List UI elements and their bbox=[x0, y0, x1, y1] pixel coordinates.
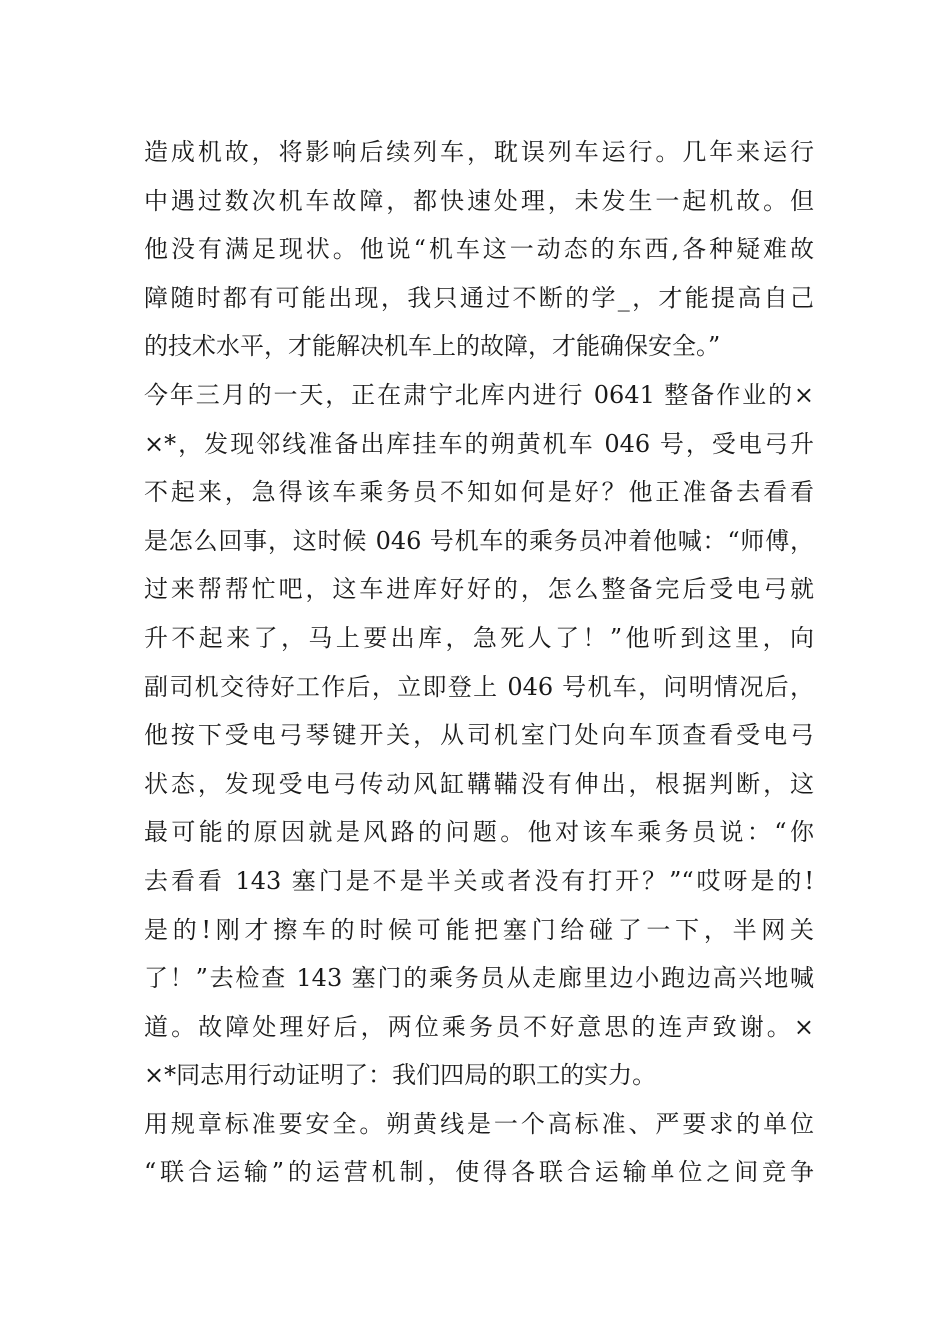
text-line: 道。故障处理好后，两位乘务员不好意思的连声致谢。× bbox=[144, 1012, 814, 1041]
text-line: 状态，发现受电弓传动风缸鞲鞴没有伸出，根据判断，这 bbox=[144, 769, 814, 798]
text-line: 不起来，急得该车乘务员不知如何是好？他正准备去看看 bbox=[144, 478, 814, 507]
text-line: 造成机故，将影响后续列车，耽误列车运行。几年来运行 bbox=[144, 138, 814, 166]
text-line: 他没有满足现状。他说“机车这一动态的东西,各种疑难故 bbox=[144, 235, 814, 264]
text-line: 是怎么回事，这时候 046 号机车的乘务员冲着他喊：“师傅， bbox=[144, 526, 814, 555]
text-line: ×*同志用行动证明了：我们四局的职工的实力。 bbox=[144, 1061, 657, 1090]
text-line: 副司机交待好工作后，立即登上 046 号机车，问明情况后， bbox=[144, 672, 814, 701]
text-line: 的技术水平，才能解决机车上的故障，才能确保安全。” bbox=[144, 332, 721, 361]
text-line: ×*，发现邻线准备出库挂车的朔黄机车 046 号，受电弓升 bbox=[144, 429, 814, 458]
text-line: “联合运输”的运营机制，使得各联合运输单位之间竞争 bbox=[144, 1158, 814, 1187]
text-line: 升不起来了，马上要出库，急死人了！”他听到这里，向 bbox=[144, 623, 814, 652]
text-line: 过来帮帮忙吧，这车进库好好的，怎么整备完后受电弓就 bbox=[144, 575, 814, 604]
text-line: 今年三月的一天，正在肃宁北库内进行 0641 整备作业的× bbox=[144, 380, 814, 409]
text-line: 是的!刚才擦车的时候可能把塞门给碰了一下，半网关 bbox=[144, 915, 814, 944]
text-line: 了！”去检查 143 塞门的乘务员从走廊里边小跑边高兴地喊 bbox=[144, 964, 814, 993]
text-line: 去看看 143 塞门是不是半关或者没有打开？”“哎呀是的! bbox=[144, 866, 814, 895]
text-line: 他按下受电弓琴键开关，从司机室门处向车顶查看受电弓 bbox=[144, 721, 814, 750]
text-line: 用规章标准要安全。朔黄线是一个高标准、严要求的单位 bbox=[144, 1109, 814, 1138]
document-body bbox=[144, 128, 814, 1197]
text-line: 障随时都有可能出现，我只通过不断的学_，才能提高自己 bbox=[144, 283, 814, 312]
text-line: 中遇过数次机车故障，都快速处理，未发生一起机故。但 bbox=[144, 186, 814, 215]
text-line: 最可能的原因就是风路的问题。他对该车乘务员说：“你 bbox=[144, 818, 814, 847]
